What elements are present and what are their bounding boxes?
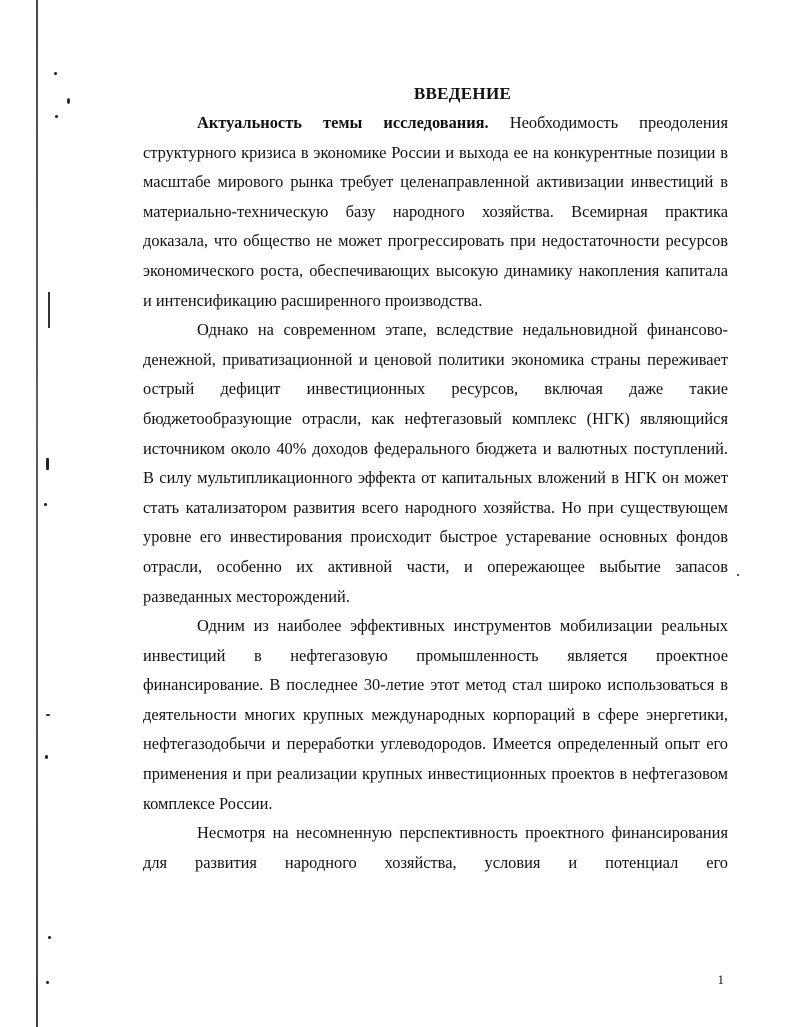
- paragraph-relevance: [143, 108, 728, 315]
- scan-speck: [46, 714, 50, 716]
- scan-speck: [48, 292, 50, 328]
- scan-speck: [54, 72, 57, 75]
- paragraph-prospects: Несмотря на несомненную перспективность проектного финансирования для развития народного хозяйства, условия и потенциал его: [143, 823, 728, 872]
- paragraph-lead: Актуальность темы исследования.: [197, 113, 489, 132]
- paragraph-investment-deficit: Однако на современном этапе, вследствие недальновидной финансово-денежной, приватизационной и ценовой политики экономика страны переживает острый дефицит инвестиционных ресурсов, включая даже такие бюджетообразующие отрасли, как нефтегазовый комплекс (НГК) являющийся источником около 40% доходов федерального бюджета и валютных поступлений. В силу мультипликационного эффекта от капитальных вложений в НГК он может стать катализатором развития всего народного хозяйства. Но при существующем уровне его инвестирования происходит быстрое устаревание основных фондов отрасли, особенно их активной части, и опережающее выбытие запасов разведанных месторождений.: [143, 320, 728, 606]
- scan-speck: [737, 574, 739, 576]
- scan-binding-edge: [36, 0, 38, 1027]
- body-text: [143, 108, 728, 877]
- scan-speck: [55, 115, 58, 118]
- paragraph-text: Необходимость преодоления структурного кризиса в экономике России и выхода ее на конкурентные позиции в масштабе мирового рынка требует целенаправленной активизации инвестиций в материально-техническую базу народного хозяйства. Всемирная практика доказала, что общество не может прогрессировать при недостаточности ресурсов экономического роста, обеспечивающих высокую динамику накопления капитала и интенсификацию расширенного производства.: [143, 113, 728, 310]
- scan-speck: [44, 503, 47, 506]
- page-number: 1: [717, 972, 724, 987]
- scan-speck: [46, 981, 49, 984]
- scan-speck: [45, 755, 48, 759]
- paragraph-project-finance: Одним из наиболее эффективных инструментов мобилизации реальных инвестиций в нефтегазовую промышленность является проектное финансирование. В последнее 30-летие этот метод стал широко использоваться в деятельности многих крупных международных корпораций в сфере энергетики, нефтегазодобычи и переработки углеводородов. Имеется определенный опыт его применения и при реализации крупных инвестиционных проектов в нефтегазовом комплексе России.: [143, 616, 728, 813]
- page-title: ВВЕДЕНИЕ: [413, 84, 512, 103]
- scan-speck: [46, 458, 49, 470]
- scan-speck: [48, 936, 51, 939]
